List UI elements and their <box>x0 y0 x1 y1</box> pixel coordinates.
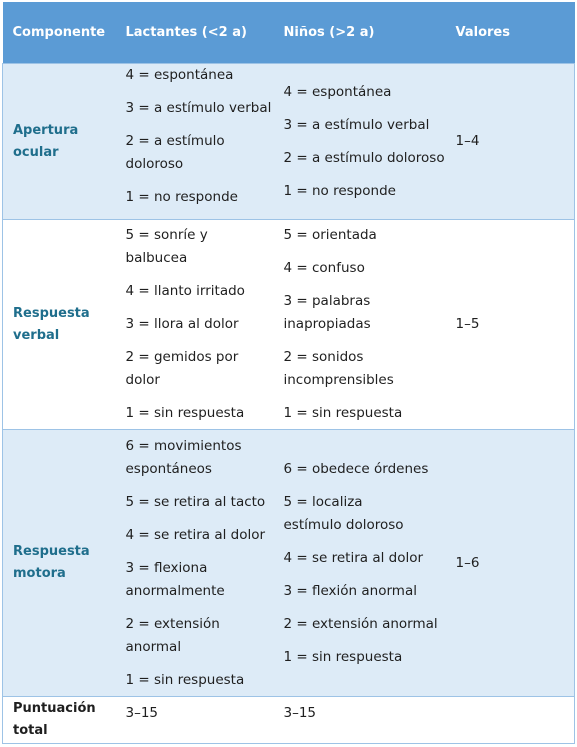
list-item: 1 = sin respuesta <box>125 671 245 688</box>
valores-cell: 1–4 <box>446 64 575 220</box>
lactantes-cell <box>116 220 274 430</box>
list-item: 4 = espontánea <box>283 83 392 100</box>
list-item: 1 = sin respuesta <box>283 648 403 665</box>
component-label-line: verbal <box>13 327 60 343</box>
list-item: 4 = se retira al dolor <box>125 526 266 543</box>
lactantes-cell <box>116 430 274 697</box>
valores-cell: 1–5 <box>446 220 575 430</box>
header-componente: Componente <box>3 2 116 64</box>
ninos-cell <box>274 64 446 220</box>
header-row <box>3 2 575 64</box>
list-item: 5 = sonríe y balbucea <box>125 227 208 266</box>
list-item: 2 = a estímulo doloroso <box>125 133 225 172</box>
list-item: 3 = flexiona anormalmente <box>125 559 225 599</box>
list-item: 6 = movimientos espontáneos <box>125 437 242 477</box>
ninos-total-cell: 3–15 <box>274 697 446 744</box>
list-item: 5 = se retira al tacto <box>125 493 266 510</box>
ninos-cell <box>274 430 446 697</box>
lactantes-total-cell: 3–15 <box>116 697 274 744</box>
component-label-line: Puntuación <box>13 701 96 716</box>
list-item: 2 = sonidos incomprensibles <box>283 349 394 388</box>
component-label-line: Apertura <box>13 122 79 138</box>
list-item: 2 = extensión anormal <box>125 615 220 655</box>
list-item: 5 = localiza estímulo doloroso <box>283 493 404 533</box>
list-item: 5 = orientada <box>283 227 377 243</box>
total-row <box>3 697 575 744</box>
list-item: 1 = sin respuesta <box>125 405 245 421</box>
header-ninos: Niños (>2 a) <box>274 2 446 64</box>
list-item: 4 = confuso <box>283 260 365 276</box>
ninos-cell <box>274 220 446 430</box>
list-item: 2 = extensión anormal <box>283 615 438 632</box>
list-item: 1 = no responde <box>125 189 238 205</box>
list-item: 2 = gemidos por dolor <box>125 349 239 388</box>
component-cell <box>3 220 116 430</box>
table-row <box>3 220 575 430</box>
component-cell <box>3 430 116 697</box>
header-valores: Valores <box>446 2 575 64</box>
component-cell <box>3 64 116 220</box>
component-label-line: Respuesta <box>13 544 90 559</box>
glasgow-scale-table <box>2 2 575 744</box>
component-label-line: Respuesta <box>13 305 90 321</box>
header-lactantes: Lactantes (<2 a) <box>116 2 274 64</box>
table-row <box>3 64 575 220</box>
list-item: 3 = a estímulo verbal <box>283 116 430 133</box>
component-label-line: motora <box>13 566 66 581</box>
list-item: 4 = espontánea <box>125 67 234 83</box>
list-item: 3 = a estímulo verbal <box>125 100 272 116</box>
table-row <box>3 430 575 697</box>
list-item: 2 = a estímulo doloroso <box>283 149 445 166</box>
list-item: 1 = sin respuesta <box>283 405 403 421</box>
component-cell <box>3 697 116 744</box>
list-item: 4 = se retira al dolor <box>283 549 424 566</box>
component-label-line: total <box>13 723 48 738</box>
lactantes-cell <box>116 64 274 220</box>
list-item: 3 = palabras inapropiadas <box>283 293 371 332</box>
component-label-line: ocular <box>13 144 59 160</box>
valores-total-cell <box>446 697 575 744</box>
list-item: 1 = no responde <box>283 182 396 199</box>
list-item: 3 = flexión anormal <box>283 582 417 599</box>
valores-cell: 1–6 <box>446 430 575 697</box>
list-item: 3 = llora al dolor <box>125 316 239 332</box>
list-item: 6 = obedece órdenes <box>283 460 429 477</box>
list-item: 4 = llanto irritado <box>125 283 245 299</box>
